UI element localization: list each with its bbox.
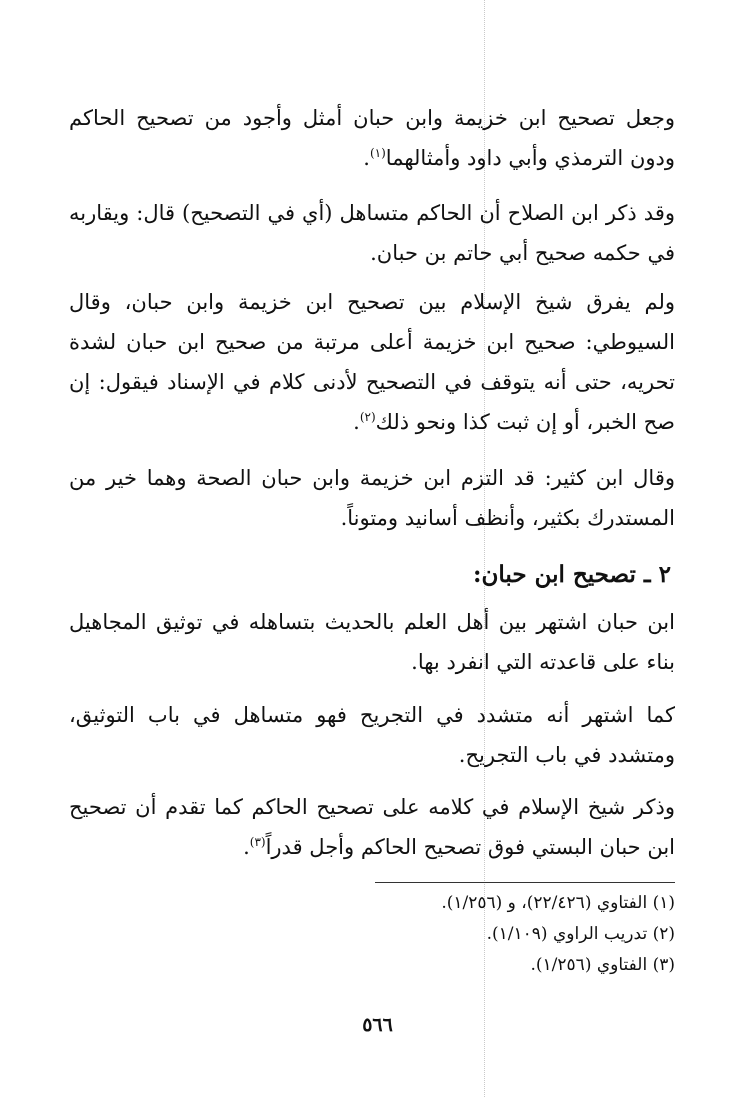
- section-paragraph-2-text: كما اشتهر أنه متشدد في التجريح فهو متساهل في باب التوثيق، ومتشدد في باب التجريح.: [69, 703, 675, 767]
- section-paragraph-1: [69, 602, 675, 682]
- paragraph-4: [69, 458, 675, 538]
- paragraph-1-end: .: [363, 146, 370, 170]
- section-paragraph-3: [69, 787, 675, 867]
- section-heading: ٢ ـ تصحيح ابن حبان:: [473, 561, 671, 588]
- paragraph-2-text: وقد ذكر ابن الصلاح أن الحاكم متساهل (أي في التصحيح) قال: ويقاربه في حكمه صحيح أبي حاتم بن حبان.: [69, 201, 675, 265]
- footnote-2: (٢) تدريب الراوي (١/١٠٩).: [486, 924, 675, 944]
- section-paragraph-1-text: ابن حبان اشتهر بين أهل العلم بالحديث بتساهله في توثيق المجاهيل بناء على قاعدته التي انفرد بها.: [69, 610, 675, 674]
- footnote-ref-3: (٣): [249, 835, 266, 849]
- paragraph-3-end: .: [353, 410, 360, 434]
- page-number: ٥٦٦: [362, 1014, 393, 1036]
- footnote-divider: [375, 882, 675, 883]
- paragraph-1: [69, 98, 675, 178]
- paragraph-1-text: وجعل تصحيح ابن خزيمة وابن حبان أمثل وأجود من تصحيح الحاكم ودون الترمذي وأبي داود وأمثالهما: [69, 106, 675, 170]
- footnote-ref-2: (٢): [359, 410, 376, 424]
- section-paragraph-3-text: وذكر شيخ الإسلام في كلامه على تصحيح الحاكم كما تقدم أن تصحيح ابن حبان البستي فوق تصحيح الحاكم وأجل قدراً: [69, 795, 675, 859]
- paragraph-2: [69, 193, 675, 273]
- footnote-1: (١) الفتاوي (٢٢/٤٢٦)، و (١/٢٥٦).: [441, 893, 675, 913]
- paragraph-4-text: وقال ابن كثير: قد التزم ابن خزيمة وابن حبان الصحة وهما خير من المستدرك بكثير، وأنظف أسانيد ومتوناً.: [69, 466, 675, 530]
- section-paragraph-3-end: .: [243, 835, 250, 859]
- paragraph-3: [69, 282, 675, 442]
- footnotes: [75, 888, 675, 981]
- section-paragraph-2: [69, 695, 675, 775]
- paragraph-3-text: ولم يفرق شيخ الإسلام بين تصحيح ابن خزيمة وابن حبان، وقال السيوطي: صحيح ابن خزيمة أعلى مرتبة من صحيح ابن حبان لشدة تحريه، حتى أنه يتوقف في التصحيح لأدنى كلام في الإسناد فيقول: إن صح الخبر، أو إن ثبت كذا ونحو ذلك: [69, 290, 675, 434]
- footnote-ref-1: (١): [369, 146, 386, 160]
- footnote-3: (٣) الفتاوي (١/٢٥٦).: [530, 955, 675, 975]
